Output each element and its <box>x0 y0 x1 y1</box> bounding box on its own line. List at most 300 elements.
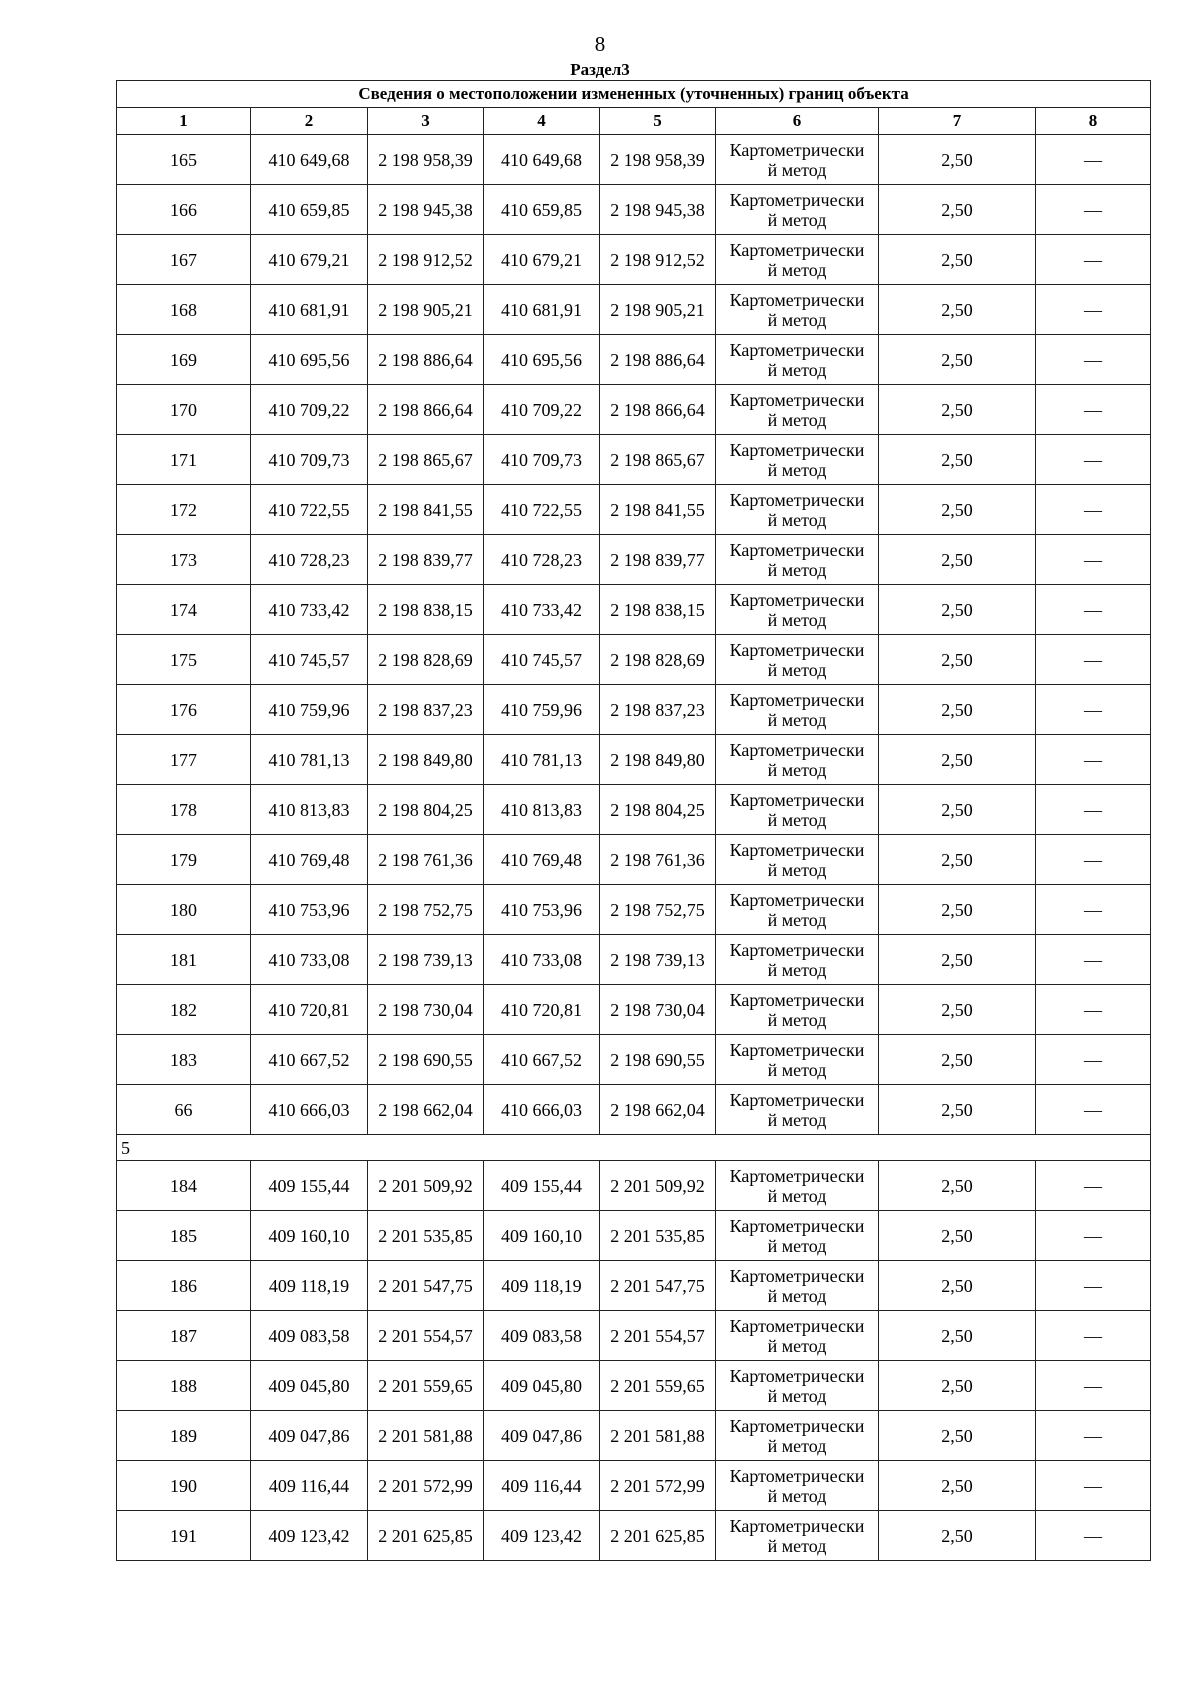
x-new-cell: 410 722,55 <box>484 485 600 535</box>
x-existing-cell: 410 728,23 <box>251 535 368 585</box>
precision-cell: 2,50 <box>879 835 1036 885</box>
y-new-cell: 2 201 572,99 <box>600 1461 716 1511</box>
precision-cell: 2,50 <box>879 335 1036 385</box>
method-text: Картометрически <box>729 1215 865 1236</box>
table-row <box>117 185 1151 235</box>
point-number-cell: 169 <box>117 335 251 385</box>
method-text: й метод <box>767 1485 827 1506</box>
description-cell: — <box>1036 585 1151 635</box>
description-cell: — <box>1036 835 1151 885</box>
method-text: й метод <box>767 409 827 430</box>
x-new-cell: 409 045,80 <box>484 1361 600 1411</box>
column-number-row <box>117 108 1151 135</box>
x-existing-cell: 410 813,83 <box>251 785 368 835</box>
table-caption: Сведения о местоположении измененных (уточненных) границ объекта <box>117 81 1151 108</box>
x-existing-cell: 410 722,55 <box>251 485 368 535</box>
y-existing-cell: 2 198 886,64 <box>368 335 484 385</box>
x-existing-cell: 410 733,08 <box>251 935 368 985</box>
method-text: Картометрически <box>729 939 865 960</box>
x-existing-cell: 410 769,48 <box>251 835 368 885</box>
description-cell: — <box>1036 1085 1151 1135</box>
method-text: й метод <box>767 709 827 730</box>
method-text: й метод <box>767 1109 827 1130</box>
y-new-cell: 2 198 945,38 <box>600 185 716 235</box>
method-text: Картометрически <box>729 239 865 260</box>
y-new-cell: 2 198 838,15 <box>600 585 716 635</box>
method-cell <box>716 1361 879 1411</box>
x-new-cell: 410 813,83 <box>484 785 600 835</box>
table-body <box>117 135 1151 1561</box>
table-row <box>117 385 1151 435</box>
x-new-cell: 410 745,57 <box>484 635 600 685</box>
precision-cell: 2,50 <box>879 685 1036 735</box>
precision-cell: 2,50 <box>879 1511 1036 1561</box>
table-row <box>117 635 1151 685</box>
x-existing-cell: 410 695,56 <box>251 335 368 385</box>
point-number-cell: 185 <box>117 1211 251 1261</box>
method-cell <box>716 1461 879 1511</box>
method-text: й метод <box>767 1235 827 1256</box>
method-text: Картометрически <box>729 489 865 510</box>
y-new-cell: 2 198 886,64 <box>600 335 716 385</box>
method-text: й метод <box>767 1059 827 1080</box>
point-number-cell: 174 <box>117 585 251 635</box>
precision-cell: 2,50 <box>879 1211 1036 1261</box>
method-text: й метод <box>767 609 827 630</box>
y-new-cell: 2 198 849,80 <box>600 735 716 785</box>
method-text: й метод <box>767 659 827 680</box>
x-new-cell: 410 759,96 <box>484 685 600 735</box>
method-text: Картометрически <box>729 839 865 860</box>
description-cell: — <box>1036 1361 1151 1411</box>
y-new-cell: 2 198 739,13 <box>600 935 716 985</box>
group-label: 5 <box>117 1135 1151 1161</box>
method-text: й метод <box>767 1009 827 1030</box>
method-cell <box>716 1085 879 1135</box>
description-cell: — <box>1036 1411 1151 1461</box>
method-text: й метод <box>767 909 827 930</box>
method-cell <box>716 685 879 735</box>
method-cell <box>716 985 879 1035</box>
x-new-cell: 410 667,52 <box>484 1035 600 1085</box>
method-text: й метод <box>767 259 827 280</box>
x-existing-cell: 409 045,80 <box>251 1361 368 1411</box>
y-existing-cell: 2 201 535,85 <box>368 1211 484 1261</box>
method-cell <box>716 785 879 835</box>
precision-cell: 2,50 <box>879 885 1036 935</box>
x-existing-cell: 410 681,91 <box>251 285 368 335</box>
y-new-cell: 2 201 554,57 <box>600 1311 716 1361</box>
precision-cell: 2,50 <box>879 435 1036 485</box>
x-existing-cell: 410 709,22 <box>251 385 368 435</box>
method-text: Картометрически <box>729 339 865 360</box>
table-row <box>117 135 1151 185</box>
x-new-cell: 410 753,96 <box>484 885 600 935</box>
method-cell <box>716 1411 879 1461</box>
method-text: Картометрически <box>729 439 865 460</box>
table-row <box>117 1311 1151 1361</box>
column-number: 1 <box>117 108 251 135</box>
x-existing-cell: 409 123,42 <box>251 1511 368 1561</box>
point-number-cell: 191 <box>117 1511 251 1561</box>
column-number: 2 <box>251 108 368 135</box>
y-new-cell: 2 201 625,85 <box>600 1511 716 1561</box>
column-number: 4 <box>484 108 600 135</box>
table-row <box>117 435 1151 485</box>
precision-cell: 2,50 <box>879 785 1036 835</box>
description-cell: — <box>1036 1511 1151 1561</box>
table-row <box>117 735 1151 785</box>
precision-cell: 2,50 <box>879 1161 1036 1211</box>
method-text: й метод <box>767 1185 827 1206</box>
y-existing-cell: 2 201 554,57 <box>368 1311 484 1361</box>
page-number: 8 <box>594 32 606 56</box>
description-cell: — <box>1036 335 1151 385</box>
y-existing-cell: 2 198 828,69 <box>368 635 484 685</box>
table-row <box>117 485 1151 535</box>
y-existing-cell: 2 201 509,92 <box>368 1161 484 1211</box>
y-new-cell: 2 198 761,36 <box>600 835 716 885</box>
method-text: й метод <box>767 159 827 180</box>
x-existing-cell: 410 720,81 <box>251 985 368 1035</box>
y-existing-cell: 2 198 841,55 <box>368 485 484 535</box>
x-new-cell: 409 116,44 <box>484 1461 600 1511</box>
y-new-cell: 2 201 547,75 <box>600 1261 716 1311</box>
description-cell: — <box>1036 485 1151 535</box>
point-number-cell: 66 <box>117 1085 251 1135</box>
section-title: Раздел3 <box>570 60 630 79</box>
method-cell <box>716 835 879 885</box>
precision-cell: 2,50 <box>879 285 1036 335</box>
point-number-cell: 181 <box>117 935 251 985</box>
method-cell <box>716 1211 879 1261</box>
y-new-cell: 2 198 837,23 <box>600 685 716 735</box>
point-number-cell: 187 <box>117 1311 251 1361</box>
method-cell <box>716 1035 879 1085</box>
x-new-cell: 409 047,86 <box>484 1411 600 1461</box>
precision-cell: 2,50 <box>879 235 1036 285</box>
coordinates-table <box>116 80 1151 1561</box>
table-row <box>117 835 1151 885</box>
y-new-cell: 2 198 839,77 <box>600 535 716 585</box>
precision-cell: 2,50 <box>879 635 1036 685</box>
method-cell <box>716 635 879 685</box>
table-row <box>117 1085 1151 1135</box>
description-cell: — <box>1036 785 1151 835</box>
table-row <box>117 585 1151 635</box>
point-number-cell: 182 <box>117 985 251 1035</box>
x-new-cell: 410 733,08 <box>484 935 600 985</box>
y-existing-cell: 2 198 752,75 <box>368 885 484 935</box>
y-new-cell: 2 201 581,88 <box>600 1411 716 1461</box>
method-text: й метод <box>767 1285 827 1306</box>
x-existing-cell: 410 709,73 <box>251 435 368 485</box>
y-existing-cell: 2 198 839,77 <box>368 535 484 585</box>
method-text: й метод <box>767 809 827 830</box>
method-text: Картометрически <box>729 689 865 710</box>
x-existing-cell: 409 047,86 <box>251 1411 368 1461</box>
method-text: й метод <box>767 959 827 980</box>
table-row <box>117 335 1151 385</box>
y-existing-cell: 2 198 849,80 <box>368 735 484 785</box>
table-row <box>117 1361 1151 1411</box>
method-text: й метод <box>767 1435 827 1456</box>
x-existing-cell: 410 666,03 <box>251 1085 368 1135</box>
method-text: Картометрически <box>729 589 865 610</box>
method-text: Картометрически <box>729 189 865 210</box>
precision-cell: 2,50 <box>879 1085 1036 1135</box>
y-new-cell: 2 198 690,55 <box>600 1035 716 1085</box>
description-cell: — <box>1036 1461 1151 1511</box>
method-cell <box>716 435 879 485</box>
method-cell <box>716 485 879 535</box>
point-number-cell: 177 <box>117 735 251 785</box>
table-row <box>117 1161 1151 1211</box>
table-row <box>117 535 1151 585</box>
method-text: Картометрически <box>729 739 865 760</box>
precision-cell: 2,50 <box>879 935 1036 985</box>
x-existing-cell: 410 753,96 <box>251 885 368 935</box>
table-row <box>117 1261 1151 1311</box>
method-text: Картометрически <box>729 989 865 1010</box>
method-text: й метод <box>767 459 827 480</box>
method-text: Картометрически <box>729 889 865 910</box>
method-text: Картометрически <box>729 1365 865 1386</box>
x-existing-cell: 409 083,58 <box>251 1311 368 1361</box>
y-existing-cell: 2 198 690,55 <box>368 1035 484 1085</box>
method-text: й метод <box>767 859 827 880</box>
x-existing-cell: 410 733,42 <box>251 585 368 635</box>
method-cell <box>716 335 879 385</box>
table-row <box>117 985 1151 1035</box>
x-new-cell: 410 709,22 <box>484 385 600 435</box>
point-number-cell: 189 <box>117 1411 251 1461</box>
point-number-cell: 183 <box>117 1035 251 1085</box>
y-existing-cell: 2 198 866,64 <box>368 385 484 435</box>
y-existing-cell: 2 201 547,75 <box>368 1261 484 1311</box>
description-cell: — <box>1036 385 1151 435</box>
description-cell: — <box>1036 185 1151 235</box>
x-new-cell: 410 666,03 <box>484 1085 600 1135</box>
y-existing-cell: 2 198 865,67 <box>368 435 484 485</box>
table-row <box>117 1511 1151 1561</box>
precision-cell: 2,50 <box>879 985 1036 1035</box>
method-text: Картометрически <box>729 1415 865 1436</box>
table-row <box>117 1411 1151 1461</box>
x-new-cell: 410 649,68 <box>484 135 600 185</box>
point-number-cell: 165 <box>117 135 251 185</box>
method-cell <box>716 1511 879 1561</box>
x-new-cell: 409 083,58 <box>484 1311 600 1361</box>
y-new-cell: 2 198 730,04 <box>600 985 716 1035</box>
point-number-cell: 190 <box>117 1461 251 1511</box>
method-text: Картометрически <box>729 1265 865 1286</box>
method-text: Картометрически <box>729 1515 865 1536</box>
method-text: й метод <box>767 1385 827 1406</box>
y-new-cell: 2 198 752,75 <box>600 885 716 935</box>
y-new-cell: 2 198 828,69 <box>600 635 716 685</box>
point-number-cell: 175 <box>117 635 251 685</box>
description-cell: — <box>1036 435 1151 485</box>
point-number-cell: 176 <box>117 685 251 735</box>
table-row <box>117 935 1151 985</box>
y-new-cell: 2 198 905,21 <box>600 285 716 335</box>
point-number-cell: 188 <box>117 1361 251 1411</box>
x-new-cell: 410 659,85 <box>484 185 600 235</box>
y-new-cell: 2 198 866,64 <box>600 385 716 435</box>
group-row <box>117 1135 1151 1161</box>
y-new-cell: 2 198 958,39 <box>600 135 716 185</box>
point-number-cell: 170 <box>117 385 251 435</box>
method-text: Картометрически <box>729 139 865 160</box>
column-number: 7 <box>879 108 1036 135</box>
method-text: Картометрически <box>729 639 865 660</box>
x-existing-cell: 410 745,57 <box>251 635 368 685</box>
x-existing-cell: 410 649,68 <box>251 135 368 185</box>
method-text: й метод <box>767 759 827 780</box>
x-new-cell: 409 160,10 <box>484 1211 600 1261</box>
description-cell: — <box>1036 885 1151 935</box>
precision-cell: 2,50 <box>879 1035 1036 1085</box>
x-existing-cell: 410 659,85 <box>251 185 368 235</box>
precision-cell: 2,50 <box>879 1261 1036 1311</box>
method-cell <box>716 1261 879 1311</box>
point-number-cell: 180 <box>117 885 251 935</box>
y-existing-cell: 2 201 559,65 <box>368 1361 484 1411</box>
y-existing-cell: 2 198 804,25 <box>368 785 484 835</box>
method-text: й метод <box>767 509 827 530</box>
x-existing-cell: 410 759,96 <box>251 685 368 735</box>
x-new-cell: 410 695,56 <box>484 335 600 385</box>
description-cell: — <box>1036 1035 1151 1085</box>
y-new-cell: 2 198 804,25 <box>600 785 716 835</box>
x-existing-cell: 409 116,44 <box>251 1461 368 1511</box>
method-cell <box>716 935 879 985</box>
y-existing-cell: 2 198 837,23 <box>368 685 484 735</box>
y-existing-cell: 2 201 625,85 <box>368 1511 484 1561</box>
point-number-cell: 171 <box>117 435 251 485</box>
y-existing-cell: 2 198 958,39 <box>368 135 484 185</box>
method-cell <box>716 585 879 635</box>
description-cell: — <box>1036 1261 1151 1311</box>
description-cell: — <box>1036 235 1151 285</box>
method-text: Картометрически <box>729 789 865 810</box>
x-existing-cell: 409 155,44 <box>251 1161 368 1211</box>
precision-cell: 2,50 <box>879 1411 1036 1461</box>
y-new-cell: 2 201 535,85 <box>600 1211 716 1261</box>
y-new-cell: 2 198 865,67 <box>600 435 716 485</box>
method-cell <box>716 185 879 235</box>
x-new-cell: 410 769,48 <box>484 835 600 885</box>
description-cell: — <box>1036 935 1151 985</box>
x-new-cell: 410 679,21 <box>484 235 600 285</box>
description-cell: — <box>1036 685 1151 735</box>
table-row <box>117 785 1151 835</box>
description-cell: — <box>1036 285 1151 335</box>
x-new-cell: 409 155,44 <box>484 1161 600 1211</box>
point-number-cell: 179 <box>117 835 251 885</box>
precision-cell: 2,50 <box>879 185 1036 235</box>
x-existing-cell: 409 118,19 <box>251 1261 368 1311</box>
table-row <box>117 885 1151 935</box>
description-cell: — <box>1036 1161 1151 1211</box>
precision-cell: 2,50 <box>879 585 1036 635</box>
x-new-cell: 410 781,13 <box>484 735 600 785</box>
y-new-cell: 2 198 662,04 <box>600 1085 716 1135</box>
method-text: Картометрически <box>729 539 865 560</box>
description-cell: — <box>1036 1211 1151 1261</box>
point-number-cell: 178 <box>117 785 251 835</box>
precision-cell: 2,50 <box>879 1311 1036 1361</box>
y-existing-cell: 2 201 572,99 <box>368 1461 484 1511</box>
description-cell: — <box>1036 635 1151 685</box>
method-cell <box>716 1161 879 1211</box>
precision-cell: 2,50 <box>879 1361 1036 1411</box>
method-cell <box>716 285 879 335</box>
table-row <box>117 1035 1151 1085</box>
method-text: Картометрически <box>729 1465 865 1486</box>
method-text: Картометрически <box>729 1165 865 1186</box>
x-new-cell: 409 123,42 <box>484 1511 600 1561</box>
x-new-cell: 410 720,81 <box>484 985 600 1035</box>
precision-cell: 2,50 <box>879 735 1036 785</box>
method-cell <box>716 535 879 585</box>
description-cell: — <box>1036 535 1151 585</box>
method-text: й метод <box>767 209 827 230</box>
method-text: й метод <box>767 559 827 580</box>
y-new-cell: 2 201 509,92 <box>600 1161 716 1211</box>
y-existing-cell: 2 198 730,04 <box>368 985 484 1035</box>
x-new-cell: 410 681,91 <box>484 285 600 335</box>
point-number-cell: 172 <box>117 485 251 535</box>
precision-cell: 2,50 <box>879 485 1036 535</box>
precision-cell: 2,50 <box>879 385 1036 435</box>
column-number: 6 <box>716 108 879 135</box>
y-existing-cell: 2 198 905,21 <box>368 285 484 335</box>
method-cell <box>716 885 879 935</box>
method-text: Картометрически <box>729 1315 865 1336</box>
y-existing-cell: 2 198 739,13 <box>368 935 484 985</box>
description-cell: — <box>1036 1311 1151 1361</box>
x-new-cell: 410 733,42 <box>484 585 600 635</box>
precision-cell: 2,50 <box>879 1461 1036 1511</box>
table-row <box>117 685 1151 735</box>
method-cell <box>716 135 879 185</box>
point-number-cell: 186 <box>117 1261 251 1311</box>
column-number: 3 <box>368 108 484 135</box>
y-existing-cell: 2 198 912,52 <box>368 235 484 285</box>
y-existing-cell: 2 198 761,36 <box>368 835 484 885</box>
column-number: 8 <box>1036 108 1151 135</box>
method-text: Картометрически <box>729 1039 865 1060</box>
description-cell: — <box>1036 985 1151 1035</box>
table-row <box>117 1461 1151 1511</box>
method-cell <box>716 235 879 285</box>
method-text: Картометрически <box>729 389 865 410</box>
method-text: й метод <box>767 309 827 330</box>
precision-cell: 2,50 <box>879 535 1036 585</box>
column-number: 5 <box>600 108 716 135</box>
description-cell: — <box>1036 135 1151 185</box>
y-existing-cell: 2 198 662,04 <box>368 1085 484 1135</box>
x-new-cell: 410 709,73 <box>484 435 600 485</box>
table-row <box>117 235 1151 285</box>
y-existing-cell: 2 198 838,15 <box>368 585 484 635</box>
x-existing-cell: 410 667,52 <box>251 1035 368 1085</box>
point-number-cell: 173 <box>117 535 251 585</box>
y-new-cell: 2 201 559,65 <box>600 1361 716 1411</box>
method-text: Картометрически <box>729 289 865 310</box>
